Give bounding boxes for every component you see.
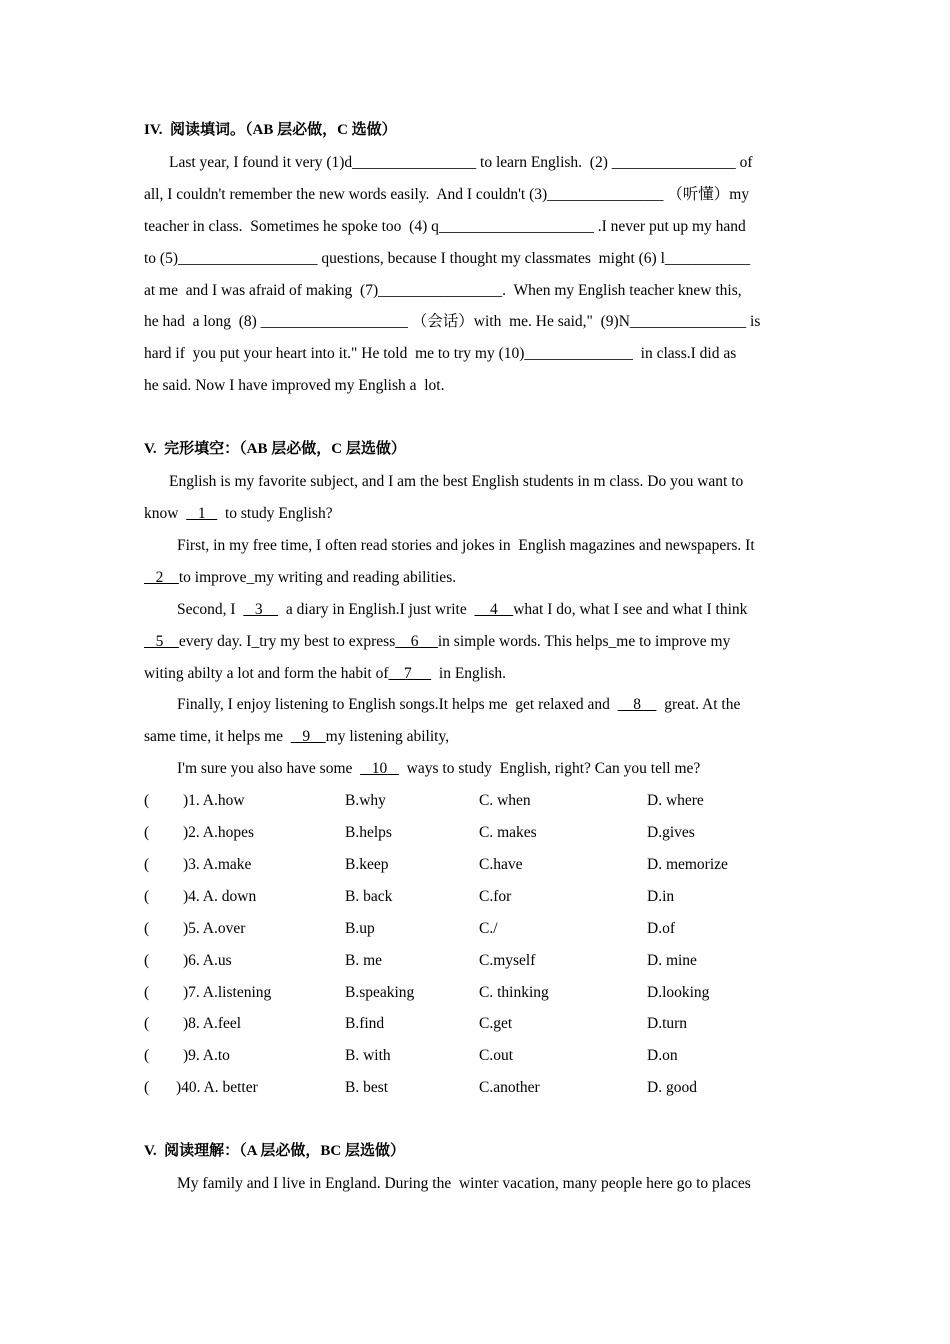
option-a: )3. A.make xyxy=(183,855,252,873)
answer-blank: 9 xyxy=(290,728,326,746)
answer-paren: ( xyxy=(144,951,150,969)
text-segment: hard if you put your heart into it." He told me to try my (10)______________ in class.I did as xyxy=(144,345,737,363)
option-d: D. good xyxy=(647,1079,697,1097)
option-d: D.gives xyxy=(647,824,695,842)
option-row xyxy=(144,977,810,1009)
option-c: C.another xyxy=(479,1079,540,1097)
answer-blank: 10 xyxy=(360,760,399,778)
text-line xyxy=(144,626,810,658)
answer-blank: 3 xyxy=(243,600,279,618)
option-d: D.on xyxy=(647,1047,678,1065)
option-d: D. memorize xyxy=(647,855,728,873)
text-line xyxy=(144,562,810,594)
option-row xyxy=(144,1040,810,1072)
option-d: D. mine xyxy=(647,951,697,969)
document-page xyxy=(144,115,810,1232)
text-segment: in English. xyxy=(431,664,507,682)
answer-paren: ( xyxy=(144,887,150,905)
option-d: D.turn xyxy=(647,1015,688,1033)
answer-blank: 1 xyxy=(186,504,218,522)
section-heading: V. 阅读理解：（A 层必做，BC 层选做） xyxy=(144,1143,405,1160)
text-segment: all, I couldn't remember the new words easily. And I couldn't (3)_______________ （听懂）my xyxy=(144,185,750,203)
option-c: C.for xyxy=(479,887,512,905)
option-a: )2. A.hopes xyxy=(183,824,255,842)
answer-paren: ( xyxy=(144,855,150,873)
option-b: B.up xyxy=(345,919,375,937)
option-c: C.out xyxy=(479,1047,514,1065)
answer-blank: 6 xyxy=(395,632,438,650)
text-line xyxy=(144,658,810,690)
section-heading: V. 完形填空：（AB 层必做，C 层选做） xyxy=(144,441,406,458)
text-segment: to improve_my writing and reading abilities. xyxy=(178,568,457,586)
section-1 xyxy=(144,434,810,1104)
text-segment: witing abilty a lot and form the habit of xyxy=(144,664,389,682)
text-line xyxy=(144,306,810,338)
text-segment: English is my favorite subject, and I am the best English students in m class. Do you want to xyxy=(169,473,744,491)
option-b: B. back xyxy=(345,887,393,905)
text-segment: he had a long (8) ___________________ （会话）with me. He said," (9)N_______________ is xyxy=(144,313,761,331)
option-b: B.why xyxy=(345,792,386,810)
option-c: C.get xyxy=(479,1015,513,1033)
answer-paren: ( xyxy=(144,792,150,810)
option-row xyxy=(144,1008,810,1040)
answer-paren: ( xyxy=(144,1047,150,1065)
text-line xyxy=(144,179,810,211)
option-row xyxy=(144,881,810,913)
option-a: )4. A. down xyxy=(183,887,257,905)
text-segment: every day. I_try my best to express xyxy=(178,632,396,650)
text-line xyxy=(144,1168,810,1200)
section-0 xyxy=(144,115,810,402)
text-segment: My family and I live in England. During the winter vacation, many people here go to places xyxy=(177,1175,751,1193)
answer-blank: 5 xyxy=(144,632,179,650)
text-line xyxy=(144,530,810,562)
text-line xyxy=(144,689,810,721)
answer-paren: ( xyxy=(144,919,150,937)
text-segment: to study English? xyxy=(217,504,333,522)
text-line xyxy=(144,594,810,626)
text-segment: in simple words. This helps_me to improve my xyxy=(437,632,731,650)
option-b: B. me xyxy=(345,951,383,969)
option-a: )6. A.us xyxy=(183,951,232,969)
section-heading: IV. 阅读填词。（AB 层必做，C 选做） xyxy=(144,122,397,138)
option-row xyxy=(144,1072,810,1104)
text-line xyxy=(144,498,810,530)
option-c: C. makes xyxy=(479,824,537,842)
answer-blank: 4 xyxy=(474,600,514,618)
text-line xyxy=(144,370,810,402)
option-b: B. best xyxy=(345,1079,389,1097)
answer-paren: ( xyxy=(144,983,150,1001)
option-b: B.keep xyxy=(345,855,389,873)
option-c: C./ xyxy=(479,919,498,937)
text-line xyxy=(144,338,810,370)
answer-blank: 2 xyxy=(144,568,179,586)
option-c: C. when xyxy=(479,792,531,810)
option-row xyxy=(144,913,810,945)
text-segment: to (5)__________________ questions, because I thought my classmates might (6) l___________ xyxy=(144,249,751,267)
option-d: D. where xyxy=(647,792,704,810)
option-d: D.in xyxy=(647,887,675,905)
text-line xyxy=(144,466,810,498)
text-segment: know xyxy=(144,504,187,522)
text-line xyxy=(144,721,810,753)
option-b: B.find xyxy=(345,1015,385,1033)
text-line xyxy=(144,147,810,179)
text-segment: ways to study English, right? Can you tell me? xyxy=(398,760,701,778)
option-a: )40. A. better xyxy=(176,1079,258,1097)
option-d: D.looking xyxy=(647,983,710,1001)
option-a: )1. A.how xyxy=(183,792,245,810)
answer-paren: ( xyxy=(144,1079,150,1097)
answer-blank: 8 xyxy=(617,696,657,714)
text-segment: teacher in class. Sometimes he spoke too (4) q____________________ .I never put up my hand xyxy=(144,217,746,235)
option-a: )5. A.over xyxy=(183,919,246,937)
option-c: C.myself xyxy=(479,951,536,969)
option-c: C. thinking xyxy=(479,983,549,1001)
option-a: )8. A.feel xyxy=(183,1015,242,1033)
text-segment: he said. Now I have improved my English a lot. xyxy=(144,377,445,395)
answer-paren: ( xyxy=(144,824,150,842)
text-segment: I'm sure you also have some xyxy=(177,760,361,778)
text-segment: what I do, what I see and what I think xyxy=(513,600,748,618)
text-segment: at me and I was afraid of making (7)________________. When my English teacher knew this, xyxy=(144,281,742,299)
option-d: D.of xyxy=(647,919,675,937)
option-b: B. with xyxy=(345,1047,391,1065)
option-a: )9. A.to xyxy=(183,1047,230,1065)
text-segment: great. At the xyxy=(656,696,741,714)
option-b: B.speaking xyxy=(345,983,415,1001)
option-row xyxy=(144,817,810,849)
section-2 xyxy=(144,1136,810,1200)
text-segment: Finally, I enjoy listening to English songs.It helps me get relaxed and xyxy=(177,696,618,714)
answer-blank: 7 xyxy=(388,664,432,682)
text-segment: my listening ability, xyxy=(325,728,450,746)
option-b: B.helps xyxy=(345,824,392,842)
text-segment: same time, it helps me xyxy=(144,728,291,746)
text-line xyxy=(144,753,810,785)
option-row xyxy=(144,945,810,977)
text-segment: a diary in English.I just write xyxy=(278,600,475,618)
text-line xyxy=(144,211,810,243)
option-row xyxy=(144,849,810,881)
option-c: C.have xyxy=(479,855,523,873)
answer-paren: ( xyxy=(144,1015,150,1033)
text-line xyxy=(144,275,810,307)
text-line xyxy=(144,243,810,275)
option-row xyxy=(144,785,810,817)
text-segment: Second, I xyxy=(177,600,244,618)
option-a: )7. A.listening xyxy=(183,983,272,1001)
text-segment: First, in my free time, I often read stories and jokes in English magazines and newspapers. It xyxy=(177,536,755,554)
text-segment: Last year, I found it very (1)d________________ to learn English. (2) ________________ of xyxy=(169,153,753,171)
